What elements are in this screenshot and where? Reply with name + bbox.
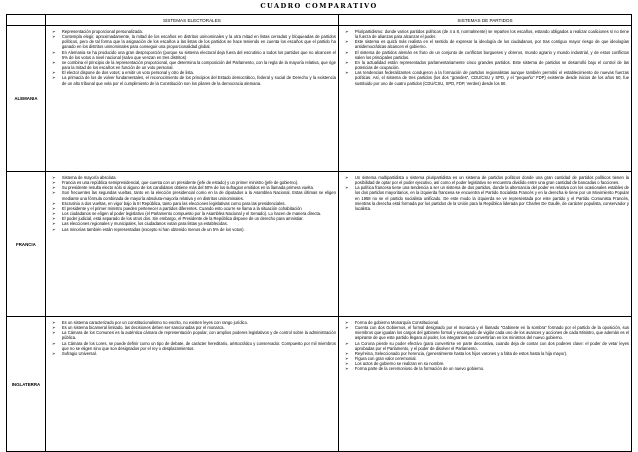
list-item: ➢ Son frecuentes las segundas vueltas, tanto en la elección presidencial como en la de diputados a la Asamblea Nacional. Estas últimas se eligen mediante una fórmula combinada de mayoría absoluta-mayoría relativa y en distritos uninominales. [62,190,336,200]
table-row-alemania [7,26,632,172]
list-item: ➢ Las tendencias federalizantes condujeron a la formación de partidos regionalistas aunque también permitió el establecimiento de nuevas fuerzas políticas. Así, el sistema de tres partidos (los dos "grandes", CDU/CSU y SPD, y el "pequeño" FDP) existente desde inicios de los años 60, fue sustituido por uno de cuatro partidos (CDU/CSU, SPD, FDP, Verdes) desde los 80. [355,70,629,85]
table-row-inglaterra [7,317,632,452]
list-item: ➢ se combina el principio de la representación proporcional, que determina la composición del Parlamento, con la regla de la mayoría relativa, que rige para la mitad de los escaños en función de un voto personal. [62,60,336,70]
list-item: ➢ Su presidente resulta electo sólo si alguno de los candidatos obtiene más del 50% de los sufragios emitidos en la llamada primera vuelta. [62,185,336,190]
list-item: ➢ En Alemania se ha producido una gran desproporción (porque su sistema electoral deja fuera del escrutinio a todos los partidos que no alcancen el 5% de los votos a nivel nacional (salvo que venzan en tres distritos) [62,50,336,60]
country-label: FRANCIA [7,172,46,317]
list-item: ➢ Las elecciones regionales y municipales, los ciudadanos votan para listas ya establecidas. [62,221,336,226]
list-item: ➢ Sufragio Universal. [62,351,336,356]
partidos-cell [338,172,631,317]
list-item: ➢ Los actos de gobierno se realizan en su nombre. [355,361,629,366]
country-label: ALEMANIA [7,26,46,172]
list-item: ➢ La Corona pierde su poder efectivo (para convertirse en parte decorativa, cuando deja de contar con dos poderes clave: el poder de vetar leyes aprobadas por el Parlamento, y el poder de disolver el Parlamento. [355,341,629,351]
header-partidos: SISTEMAS DE PARTIDOS [338,15,631,26]
list-item: ➢ La Cámara de los Comunes es la auténtica cámara de representación popular, con amplios poderes legislativos y de control sobre la administración pública. [62,330,336,340]
page-title: CUADRO COMPARATIVO [260,2,378,10]
partidos-cell [338,26,631,172]
list-item: ➢ La política francesa tiene una tendencia a ser un sistema de dos partidos, donde la alternancia del poder es relativa con los ocasionales estables de los dos partidos mayoritarios, en la izquierda francesa se encuentra el Partido Socialista Francés y en la derecha le tiene por un Movimiento Popular en 1958 no se el partido socialista unificado. De este modo la izquierda se ve representada por este partido y el Partido Comunista Francés, mientras la derecha está formada por los partidos de la Unión para la República liderada por Charles De Gaulle, de carácter populista, conservador y localista. [355,185,629,211]
list-item: ➢ Rey/reina, Seleccionado por herencia, (generalmente hasta los hijos varones y a falta de estos hasta la hija mayor). [355,351,629,356]
comparison-table [6,14,632,452]
electoral-cell [45,317,338,452]
list-item: ➢ Cuenta con dos Gobiernos, el formal designado por el monarca y el llamado "Gabinete en la sombra" formado por el partido de la oposición, sus miembros que igualan los cargos del gabinete formal y encargado de vigilar cada uno de los avances y acciones de cada Ministro, que además es el aspirante de que este partido llegara al poder, los integrantes se convertirían en los ministros del nuevo gobierno. [355,325,629,340]
list-item: ➢ Figura con gran valor ceremonial. [355,356,629,361]
list-item: ➢ Pluripartidismo: donde varios partidos políticos (de 4 a 8, normalmente) se reparten los escaños, estando obligados a realizar coaliciones si no tiene la fuerza de alianzas para alcanzar el poder. [355,29,629,39]
table-row-francia [7,172,632,317]
list-item: ➢ El presidente y el primer ministro pueden pertenecer a partidos diferentes. Cuando esto ocurre se llama a la situación cohabitación [62,206,336,211]
list-item: ➢ Los ciudadanos se eligen al poder legislativo (el Parlamento compuesto por la Asamblea Nacional y el Senado). Lo hacen de manera directa. [62,211,336,216]
list-item: ➢ El poder judicial, está separado de los otros dos. Sin embargo, el Presidente de la República dispone de un derecho para amnistiar. [62,216,336,221]
list-item: ➢ El elector dispone de dos votos; a emitir un voto personal y otro de lista. [62,70,336,75]
list-item: ➢ Este sistema es quizá más realista en el sentido de expresar la ideología de los ciudadanos, por tras contiguo mayor riesgo de que ideologías antidemocráticas alcancen el gobierno. [355,39,629,49]
list-item: ➢ La Cámara de los Lores, se puede definir como un tipo de debate, de carácter hereditario, aristocrático y conservador. Compuesto por mil miembros que no se eligen sino que son designados por el rey o desplazamientos. [62,341,336,351]
list-item: ➢ El sistema de partidos alemán es fruto de un conjunto de conflictos burgueses y obreros, mundo agrario y mundo industrial, y de estos conflictos salen los principales partidos. [355,50,629,60]
list-item: ➢ Escrutinio a dos vueltas, en vigor bajo la III República, tanto para las elecciones legislativas como para las presidenciales. [62,201,336,206]
list-item: ➢ Las minorías también están representadas (excepto si han obtenido menos de un 5% de los votos). [62,227,336,232]
table-header-row [7,15,632,26]
country-label: INGLATERRA [7,317,46,452]
list-item: ➢ La primacía de los de volver fundamentales, el reconocimiento de los principios del Estado democrático, federal y social de Derecho y la existencia de un alto tribunal que vela por el cumplimiento de la Constitución son los pilares de la democracia alemana. [62,75,336,85]
partidos-cell [338,317,631,452]
list-item: ➢ Es un sistema bicameral limitado, las decisiones deben ser sancionadas por el monarca. [62,325,336,330]
list-item: ➢ Un sistema multipartidista o sistema pluripartidista es un sistema de partidos políticos donde una gran cantidad de partidos políticos tienen la posibilidad de optar por el poder ejecutivo, así como el poder legislativo se encuentra dividido entre una gran cantidad de bancadas o facciones. [355,175,629,185]
list-item: ➢ En la actualidad están representados parlamentariamente cinco grandes partidos. Este sistema de partidos se desarrolló bajo el control de las potencias de ocupación. [355,60,629,70]
electoral-cell [45,26,338,172]
list-item: ➢ Contempla elegir, aproximadamente, la mitad de los escaños en distritos uninominales y la otra mitad en listas cerradas y bloqueadas de partidos políticos, pero de tal forma que la asignación de los escaños a las listas de los partidos se hace teniendo en cuenta los escaños que el partido ha ganado en los distritos uninominales para conseguir una proporcionalidad global. [62,34,336,49]
list-item: ➢ Forma parte de la ceremonioso de la formación de un nuevo gobierno. [355,366,629,371]
list-item: ➢ Sistema de mayoría absoluta [62,175,336,180]
header-country [7,15,46,26]
header-electoral: SISTEMAS ELECTORALES [45,15,338,26]
list-item: ➢ Francia es una república semipresidencial, que cuenta con un presidente (jefe de estado) y un primer ministro (jefe de gobierno). [62,180,336,185]
list-item: ➢ Forma de gobierno Monarquía Constitucional. [355,320,629,325]
list-item: ➢ Es un sistema caracterizado por un constitucionalismo no escrito, no existen leyes con rango jurídico. [62,320,336,325]
electoral-cell [45,172,338,317]
list-item: ➢ Representación proporcional personalizada. [62,29,336,34]
